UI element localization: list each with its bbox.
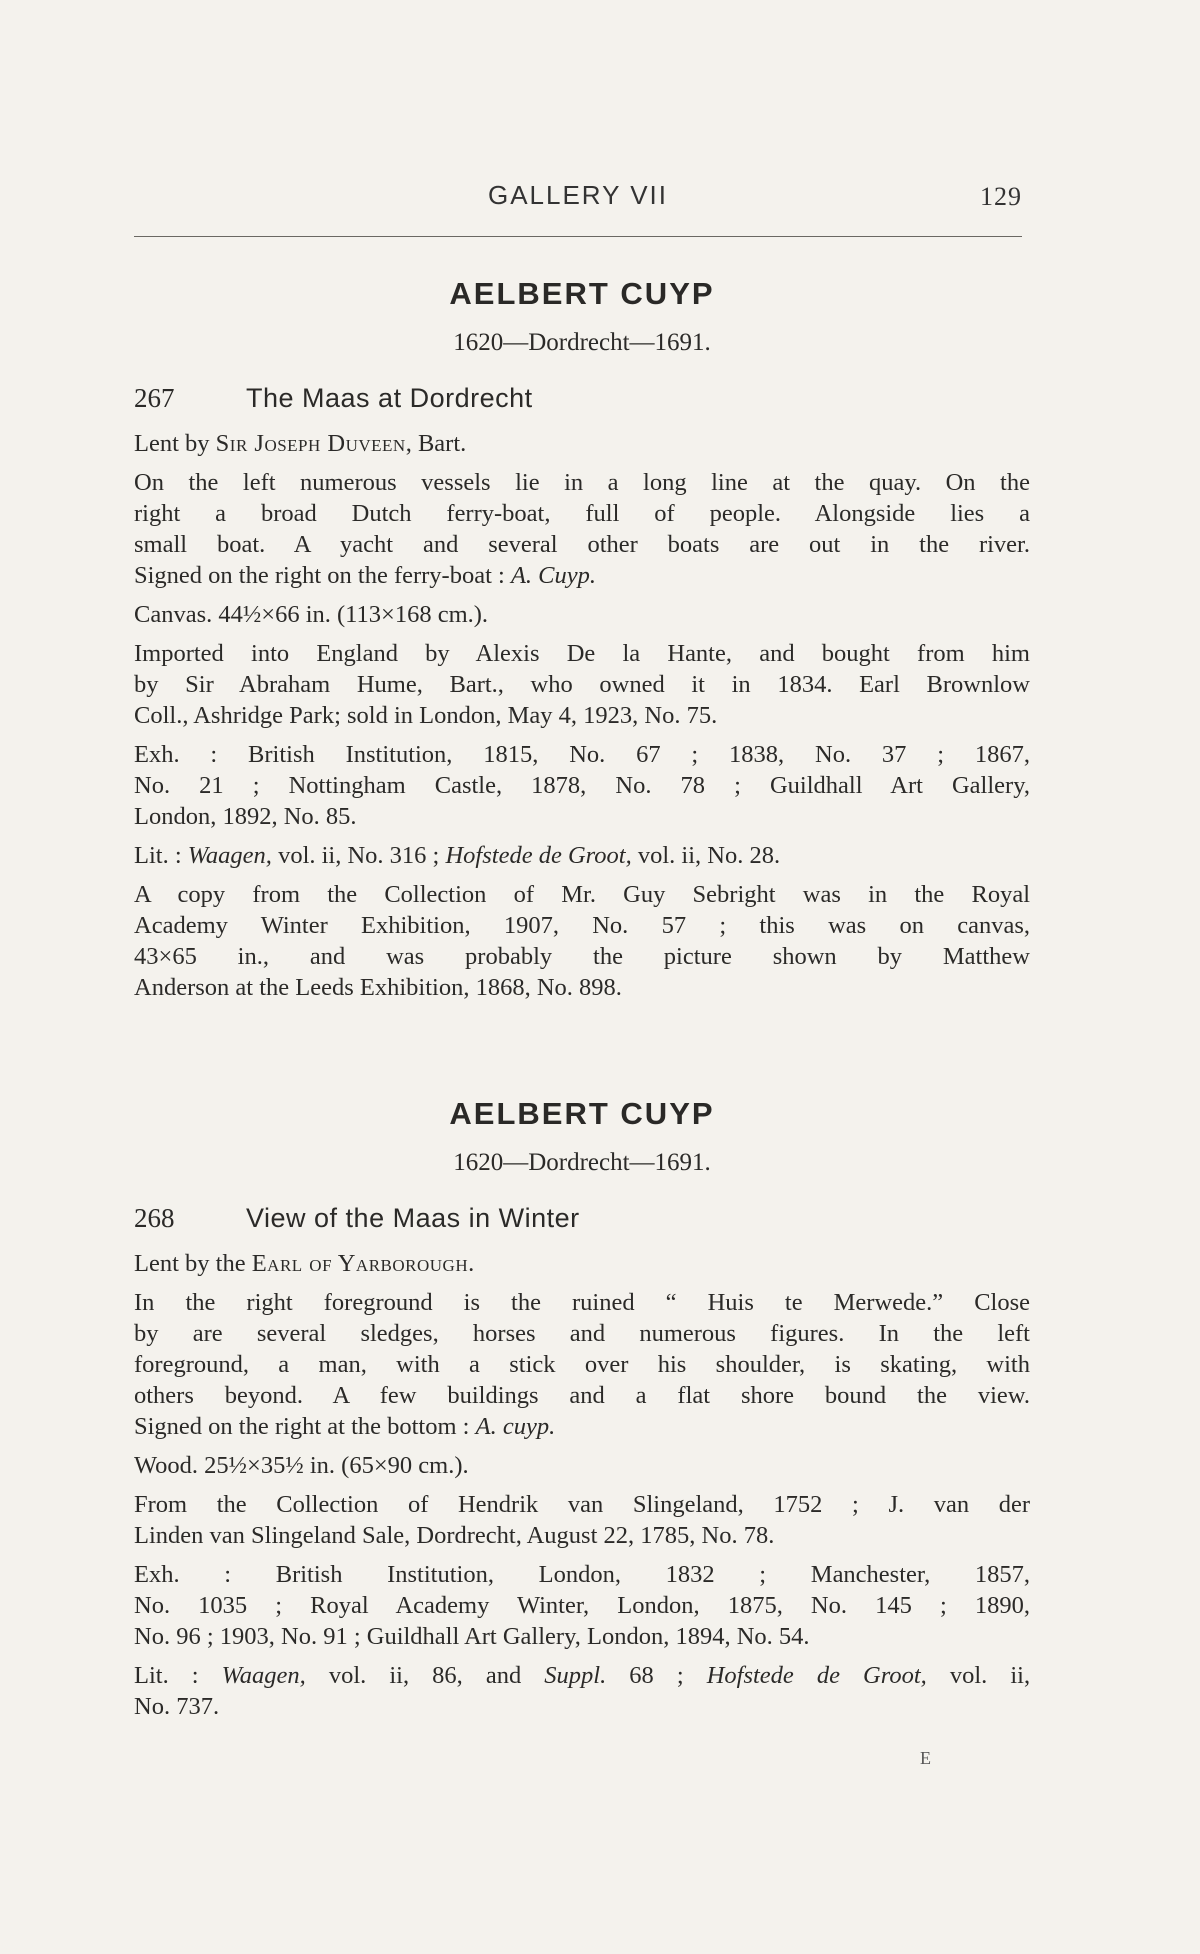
provenance-line: by Sir Abraham Hume, Bart., who owned it in 1834. Earl Brownlow [134,671,1030,698]
exhibitions-line: No. 1035 ; Royal Academy Winter, London, 1875, No. 145 ; 1890, [134,1592,1030,1619]
exhibitions-line: No. 21 ; Nottingham Castle, 1878, No. 78 ; Guildhall Art Gallery, [134,772,1030,799]
note [134,879,1030,1003]
lender-line [134,428,1030,459]
note-line: A copy from the Collection of Mr. Guy Sebright was in the Royal [134,881,1030,908]
description-line: small boat. A yacht and several other boats are out in the river. [134,531,1030,558]
lit-prefix: Lit. : [134,1662,199,1689]
lent-prefix: Lent by the [134,1250,246,1277]
exhibitions-line: Exh. : British Institution, 1815, No. 67 ; 1838, No. 37 ; 1867, [134,741,1030,768]
signature-line [134,560,1030,591]
running-head [134,180,1022,220]
running-title: GALLERY VII [487,180,669,210]
lit-prefix: Lit. : [134,842,182,869]
description [134,1287,1030,1442]
support-dimensions: Canvas. 44½×66 in. (113×168 cm.). [134,601,489,628]
lit-reference: Suppl. [544,1662,607,1689]
artist-dates: 1620—Dordrecht—1691. [453,329,711,356]
provenance [134,638,1030,731]
provenance-line: Linden van Slingeland Sale, Dordrecht, August 22, 1785, No. 78. [134,1522,775,1549]
description-line: right a broad Dutch ferry-boat, full of people. Alongside lies a [134,500,1030,527]
exhibitions-line: Exh. : British Institution, London, 1832 ; Manchester, 1857, [134,1561,1030,1588]
lent-suffix: , Bart. [405,430,467,457]
literature-line [134,1660,1030,1691]
catalogue-number: 268 [134,1203,175,1233]
lender-line [134,1248,1030,1279]
lit-reference: Hofstede de Groot, [706,1662,927,1689]
lit-reference: Waagen, [187,842,272,869]
work-title: The Maas at Dordrecht [246,383,533,413]
lit-text: 68 ; [629,1662,684,1689]
note-line: Academy Winter Exhibition, 1907, No. 57 ; this was on canvas, [134,912,1030,939]
provenance-line: From the Collection of Hendrik van Slingeland, 1752 ; J. van der [134,1491,1030,1518]
description-line: by are several sledges, horses and numerous figures. In the left [134,1320,1030,1347]
exhibitions [134,739,1030,832]
note-line: 43×65 in., and was probably the picture shown by Matthew [134,943,1030,970]
artist-dates: 1620—Dordrecht—1691. [453,1149,711,1176]
header-rule [134,236,1022,237]
lent-prefix: Lent by [134,430,210,457]
exhibitions-line: London, 1892, No. 85. [134,803,357,830]
provenance [134,1489,1030,1551]
lit-text: vol. ii, [949,1662,1031,1689]
lender-name: Earl of Yarborough [251,1250,469,1277]
work-heading [134,376,1030,420]
description-line: In the right foreground is the ruined “ Huis te Merwede.” Close [134,1289,1030,1316]
work-heading [134,1196,1030,1240]
catalogue-entry-268 [134,1092,1030,1722]
provenance-line: Coll., Ashridge Park; sold in London, May 4, 1923, No. 75. [134,702,718,729]
lit-text: vol. ii, No. 28. [637,842,781,869]
support-dimensions: Wood. 25½×35½ in. (65×90 cm.). [134,1452,469,1479]
literature-line: No. 737. [134,1693,220,1720]
catalogue-entry-267 [134,272,1030,1003]
literature [134,840,1030,871]
artist-name: AELBERT CUYP [449,1096,715,1131]
catalogue-number: 267 [134,383,175,413]
lender-name: Sir Joseph Duveen [215,430,406,457]
note-line: Anderson at the Leeds Exhibition, 1868, No. 898. [134,974,622,1001]
signature-line [134,1411,1030,1442]
lent-suffix: . [468,1250,475,1277]
lit-reference: Hofstede de Groot, [445,842,632,869]
description [134,467,1030,591]
page-number: 129 [980,182,1022,211]
signed-prefix: Signed on the right at the bottom : [134,1413,470,1440]
lit-text: vol. ii, No. 316 ; [278,842,440,869]
lit-reference: Waagen, [221,1662,306,1689]
description-line: others beyond. A few buildings and a flat shore bound the view. [134,1382,1030,1409]
exhibitions [134,1559,1030,1652]
literature [134,1660,1030,1722]
lit-text: vol. ii, 86, and [328,1662,522,1689]
work-title: View of the Maas in Winter [246,1203,580,1233]
signed-prefix: Signed on the right on the ferry-boat : [134,562,505,589]
artist-name: AELBERT CUYP [449,276,715,311]
exhibitions-line: No. 96 ; 1903, No. 91 ; Guildhall Art Gallery, London, 1894, No. 54. [134,1623,810,1650]
description-line: On the left numerous vessels lie in a long line at the quay. On the [134,469,1030,496]
provenance-line: Imported into England by Alexis De la Hante, and bought from him [134,640,1030,667]
signature-text: A. Cuyp. [510,562,597,589]
signature-mark: E [920,1748,931,1768]
description-line: foreground, a man, with a stick over his shoulder, is skating, with [134,1351,1030,1378]
signature-text: A. cuyp. [475,1413,556,1440]
